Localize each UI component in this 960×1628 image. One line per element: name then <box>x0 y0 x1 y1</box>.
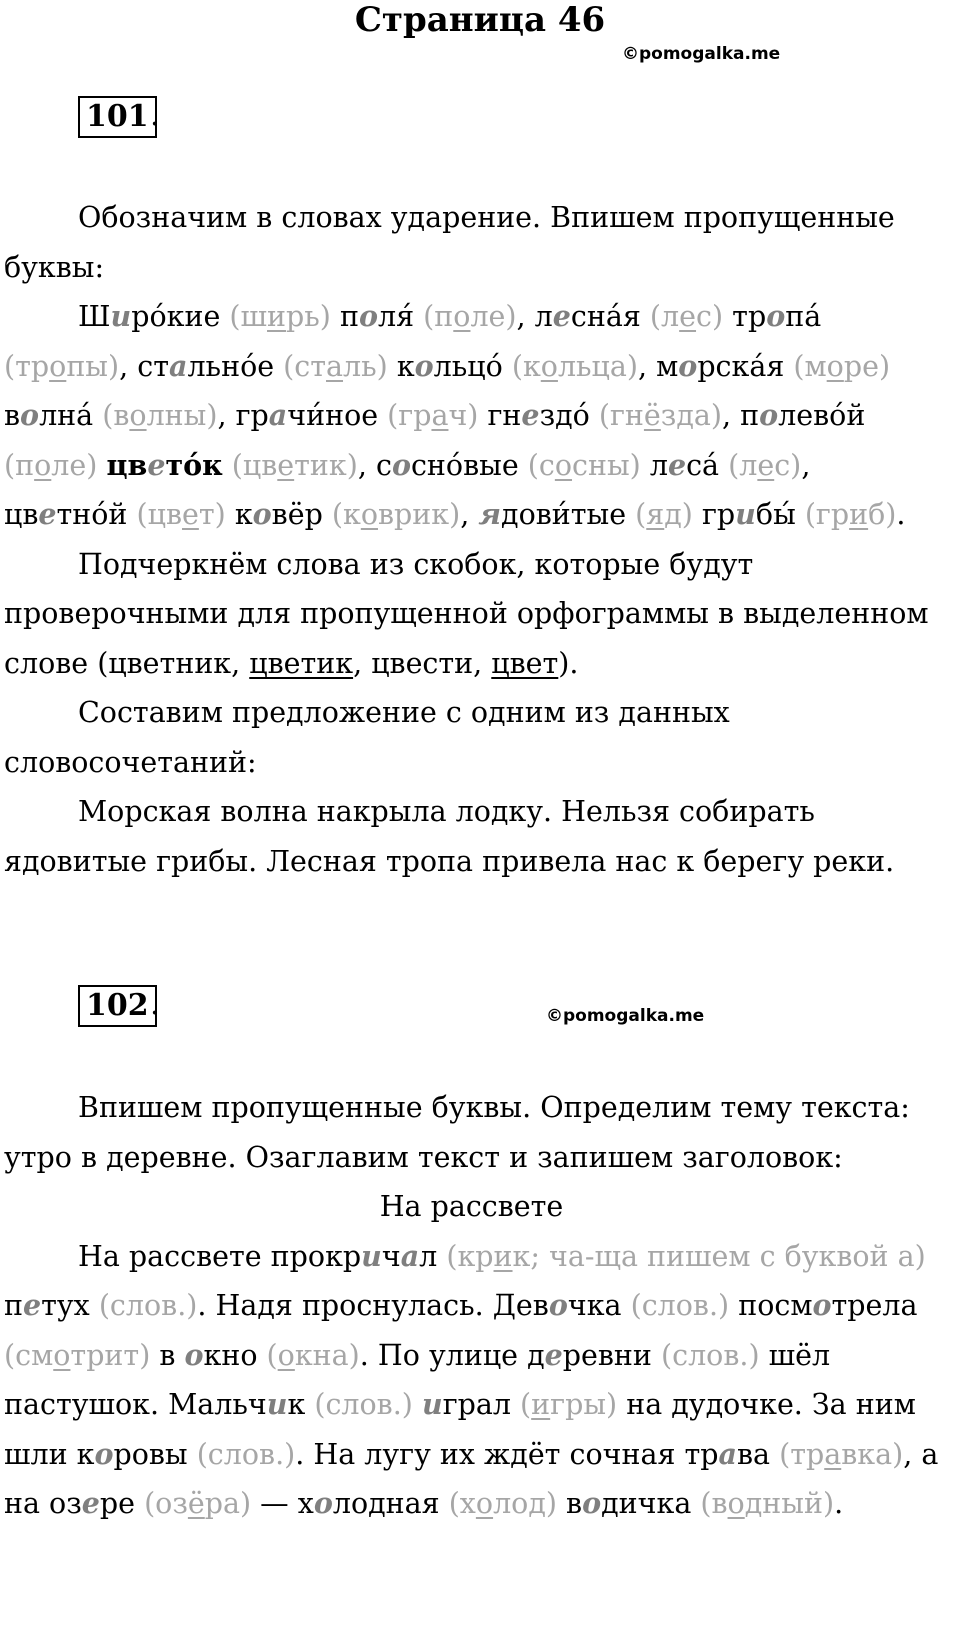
underlined-word: цвет <box>491 646 559 680</box>
task-101-words: Широ́кие (ширь) поля́ (поле), лесна́я (лес) тропа́ (тропы), стально́е (сталь) кольцо́ (кольца), морска́я (море) волна́ (волны), грачи́ное (грач) гнездо́ (гнёзда), полево́й (поле) цвето́к (цветик), сосно́вые (сосны) леса́ (лес), цветно́й (цвет) ковёр (коврик), ядови́тые (яд) грибы́ (гриб). <box>4 299 906 531</box>
watermark: ©pomogalka.me <box>546 1006 705 1026</box>
task-number-102: 102 <box>78 985 157 1027</box>
task-102-story: На рассвете прокричал (крик; ча-ща пишем с буквой а) петух (слов.). Надя проснулась. Девочка (слов.) посмотрела (смотрит) в окно (окна). По улице деревни (слов.) шёл пастушок. Мальчик (слов.) играл (игры) на дудочке. За ним шли коровы (слов.). На лугу их ждёт сочная трава (травка), а на озере (озёра) — холодная (холод) водичка (водный). <box>4 1238 939 1520</box>
task-101-underline-note: Подчеркнём слова из скобок, которые будут проверочными для пропущенной орфограммы в выделенном слове (цветник, цветик, цвести, цвет). <box>4 547 929 680</box>
story-title: На рассвете <box>379 1190 564 1223</box>
task-number-101: 101 <box>78 96 157 138</box>
task-101-text <box>4 193 939 886</box>
page-title: Страница 46 <box>354 0 606 40</box>
task-101-compose-intro: Составим предложение с одним из данных словосочетаний: <box>4 696 730 779</box>
task-102-text <box>4 1083 939 1529</box>
task-number-dot: . <box>150 98 160 133</box>
task-101-intro: Обозначим в словах ударение. Впишем пропущенные буквы: <box>4 201 895 284</box>
task-number-dot: . <box>150 987 160 1022</box>
task-101-sentences: Морская волна накрыла лодку. Нельзя собирать ядовитые грибы. Лесная тропа привела нас к берегу реки. <box>4 795 895 878</box>
underlined-word: цветик <box>249 646 354 680</box>
watermark: ©pomogalka.me <box>622 44 781 64</box>
task-102-intro: Впишем пропущенные буквы. Определим тему текста: утро в деревне. Озаглавим текст и запишем заголовок: <box>4 1091 910 1174</box>
